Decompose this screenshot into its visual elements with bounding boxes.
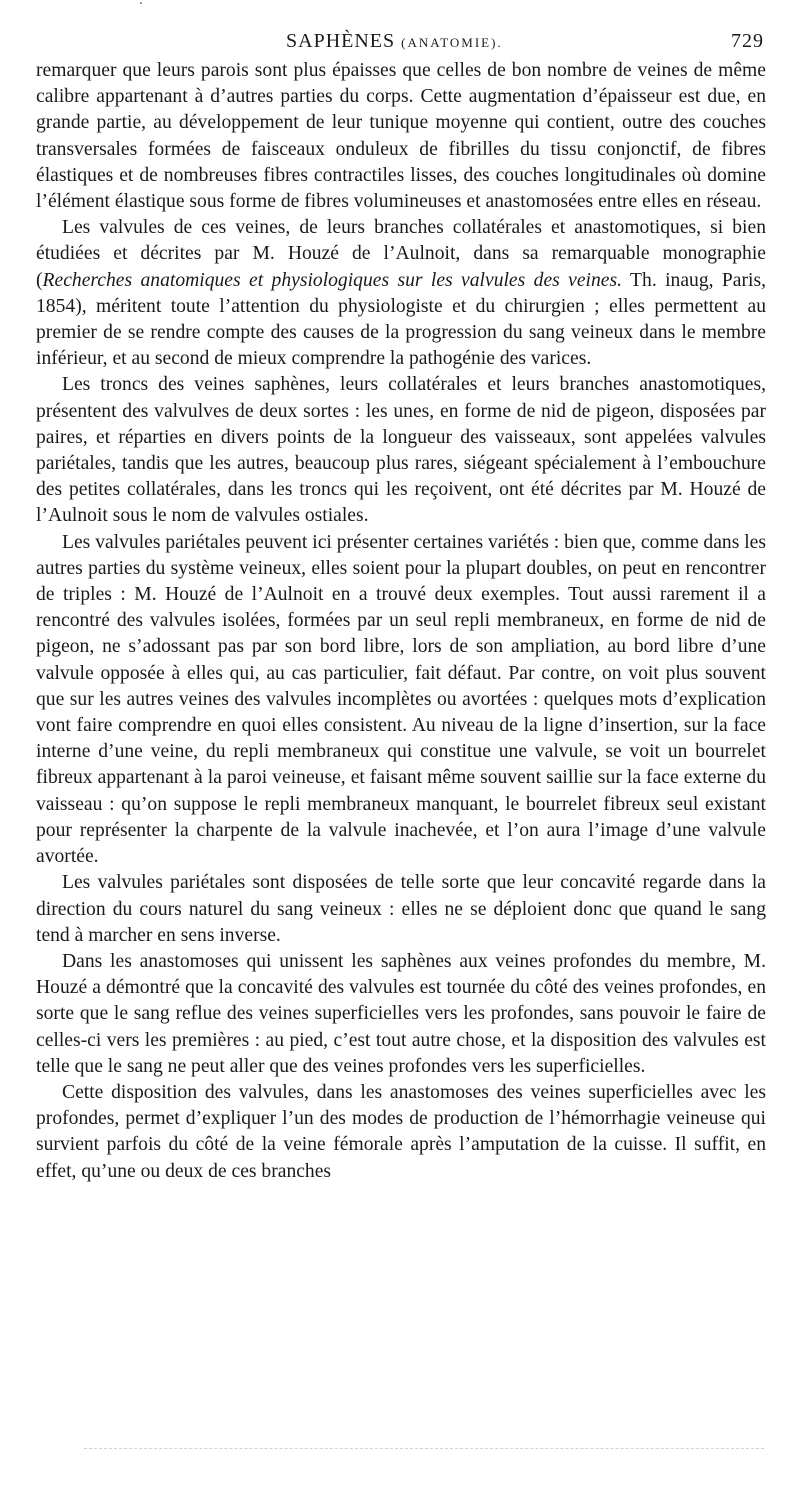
running-title xyxy=(286,30,503,53)
paragraph: Les troncs des veines saphènes, leurs collatérales et leurs branches anastomotiques, présentent des valvulves de deux sortes : les unes, en forme de nid de pigeon, disposées par paires, et réparties en divers points de la longueur des vaisseaux, sont appelées valvules pariétales, tandis que les autres, beaucoup plus rares, siégeant spécialement à l’embouchure des petites collatérales, dans les troncs qui les reçoivent, ont été décrites par M. Houzé de l’Aulnoit sous le nom de valvules ostiales. xyxy=(36,374,766,527)
body-text xyxy=(36,58,766,1185)
paragraph xyxy=(36,215,766,372)
paragraph: Les valvules pariétales sont disposées de telle sorte que leur concavité regarde dans la direction du cours naturel du sang veineux : elles ne se déploient donc que quand le sang tend à marcher en sens inverse. xyxy=(36,872,766,946)
bottom-bleed-marks xyxy=(84,1448,764,1453)
paragraph-text: Les valvules de ces veines, de leurs branches collatérales et anastomotiques, si bien étudiées et décrites par M. Houzé de l’Aulnoit, dans sa remarquable monographie ( xyxy=(36,217,766,291)
title-subtitle: (ANATOMIE). xyxy=(401,35,503,50)
paragraph-text: Th. inaug, Paris, 1854), méritent toute l’attention du physiologiste et du chirurgien ; elles permettent au premier de se rendre compte des causes de la progression du sang veineux dans le membre inférieur, et au second de mieux comprendre la pathogénie des varices. xyxy=(36,269,766,370)
paragraph: Les valvules pariétales peuvent ici présenter certaines variétés : bien que, comme dans les autres parties du système veineux, elles soient pour la plupart doubles, on peut en rencontrer de triples : M. Houzé de l’Aulnoit en a trouvé deux exemples. Tout aussi rarement il a rencontré des valvules isolées, formées par un seul repli membraneux, en forme de nid de pigeon, ne s’adossant pas par son bord libre, lors de son ampliation, au bord libre d’une valvule opposée à elles qui, au cas particulier, fait défaut. Par contre, on voit plus souvent que sur les autres veines des valvules incomplètes ou avortées : quelques mots d’explication vont faire comprendre en quoi elles consistent. Au niveau de la ligne d’insertion, sur la face interne d’une veine, du repli membraneux qui constitue une valvule, se voit un bourrelet fibreux appartenant à la paroi veineuse, et faisant même souvent saillie sur la face externe du vaisseau : qu’on suppose le repli membraneux manquant, le bourrelet fibreux seul existant pour représenter la charpente de la valvule inachevée, et l’on aura l’image d’une valvule avortée. xyxy=(36,531,767,868)
paragraph: remarquer que leurs parois sont plus épaisses que celles de bon nombre de veines de même calibre appartenant à d’autres parties du corps. Cette augmentation d’épaisseur est due, en grande partie, au développement de leur tunique moyenne qui contient, outre des couches transversales formées de faisceaux onduleux de fibrilles du tissu conjonctif, de fibres élastiques et de nombreuses fibres contractiles lisses, des couches longitudinales où domine l’élément élastique sous forme de fibres volumineuses et anastomosées entre elles en réseau. xyxy=(36,60,766,213)
citation-title: Recherches anatomiques et physiologiques sur les valvules des veines. xyxy=(42,269,623,291)
running-header xyxy=(36,28,766,58)
page-number: 729 xyxy=(731,30,764,52)
paragraph: Cette disposition des valvules, dans les anastomoses des veines superficielles avec les profondes, permet d’expliquer l’un des modes de production de l’hémorrhagie veineuse qui survient parfois du côté de la veine fémorale après l’amputation de la cuisse. Il suffit, en effet, qu’une ou deux de ces branches xyxy=(36,1081,766,1182)
document-page xyxy=(36,28,766,1185)
paragraph: Dans les anastomoses qui unissent les saphènes aux veines profondes du membre, M. Houzé a démontré que la concavité des valvules est tournée du côté des veines profondes, en sorte que le sang reflue des veines superficielles vers les profondes, sans pouvoir le faire de celles-ci vers les premières : au pied, c’est tout autre chose, et la disposition des valvules est telle que le sang ne peut aller que des veines profondes vers les superficielles. xyxy=(36,950,766,1077)
title-main: SAPHÈNES xyxy=(286,30,396,52)
speck-mark xyxy=(140,2,142,4)
